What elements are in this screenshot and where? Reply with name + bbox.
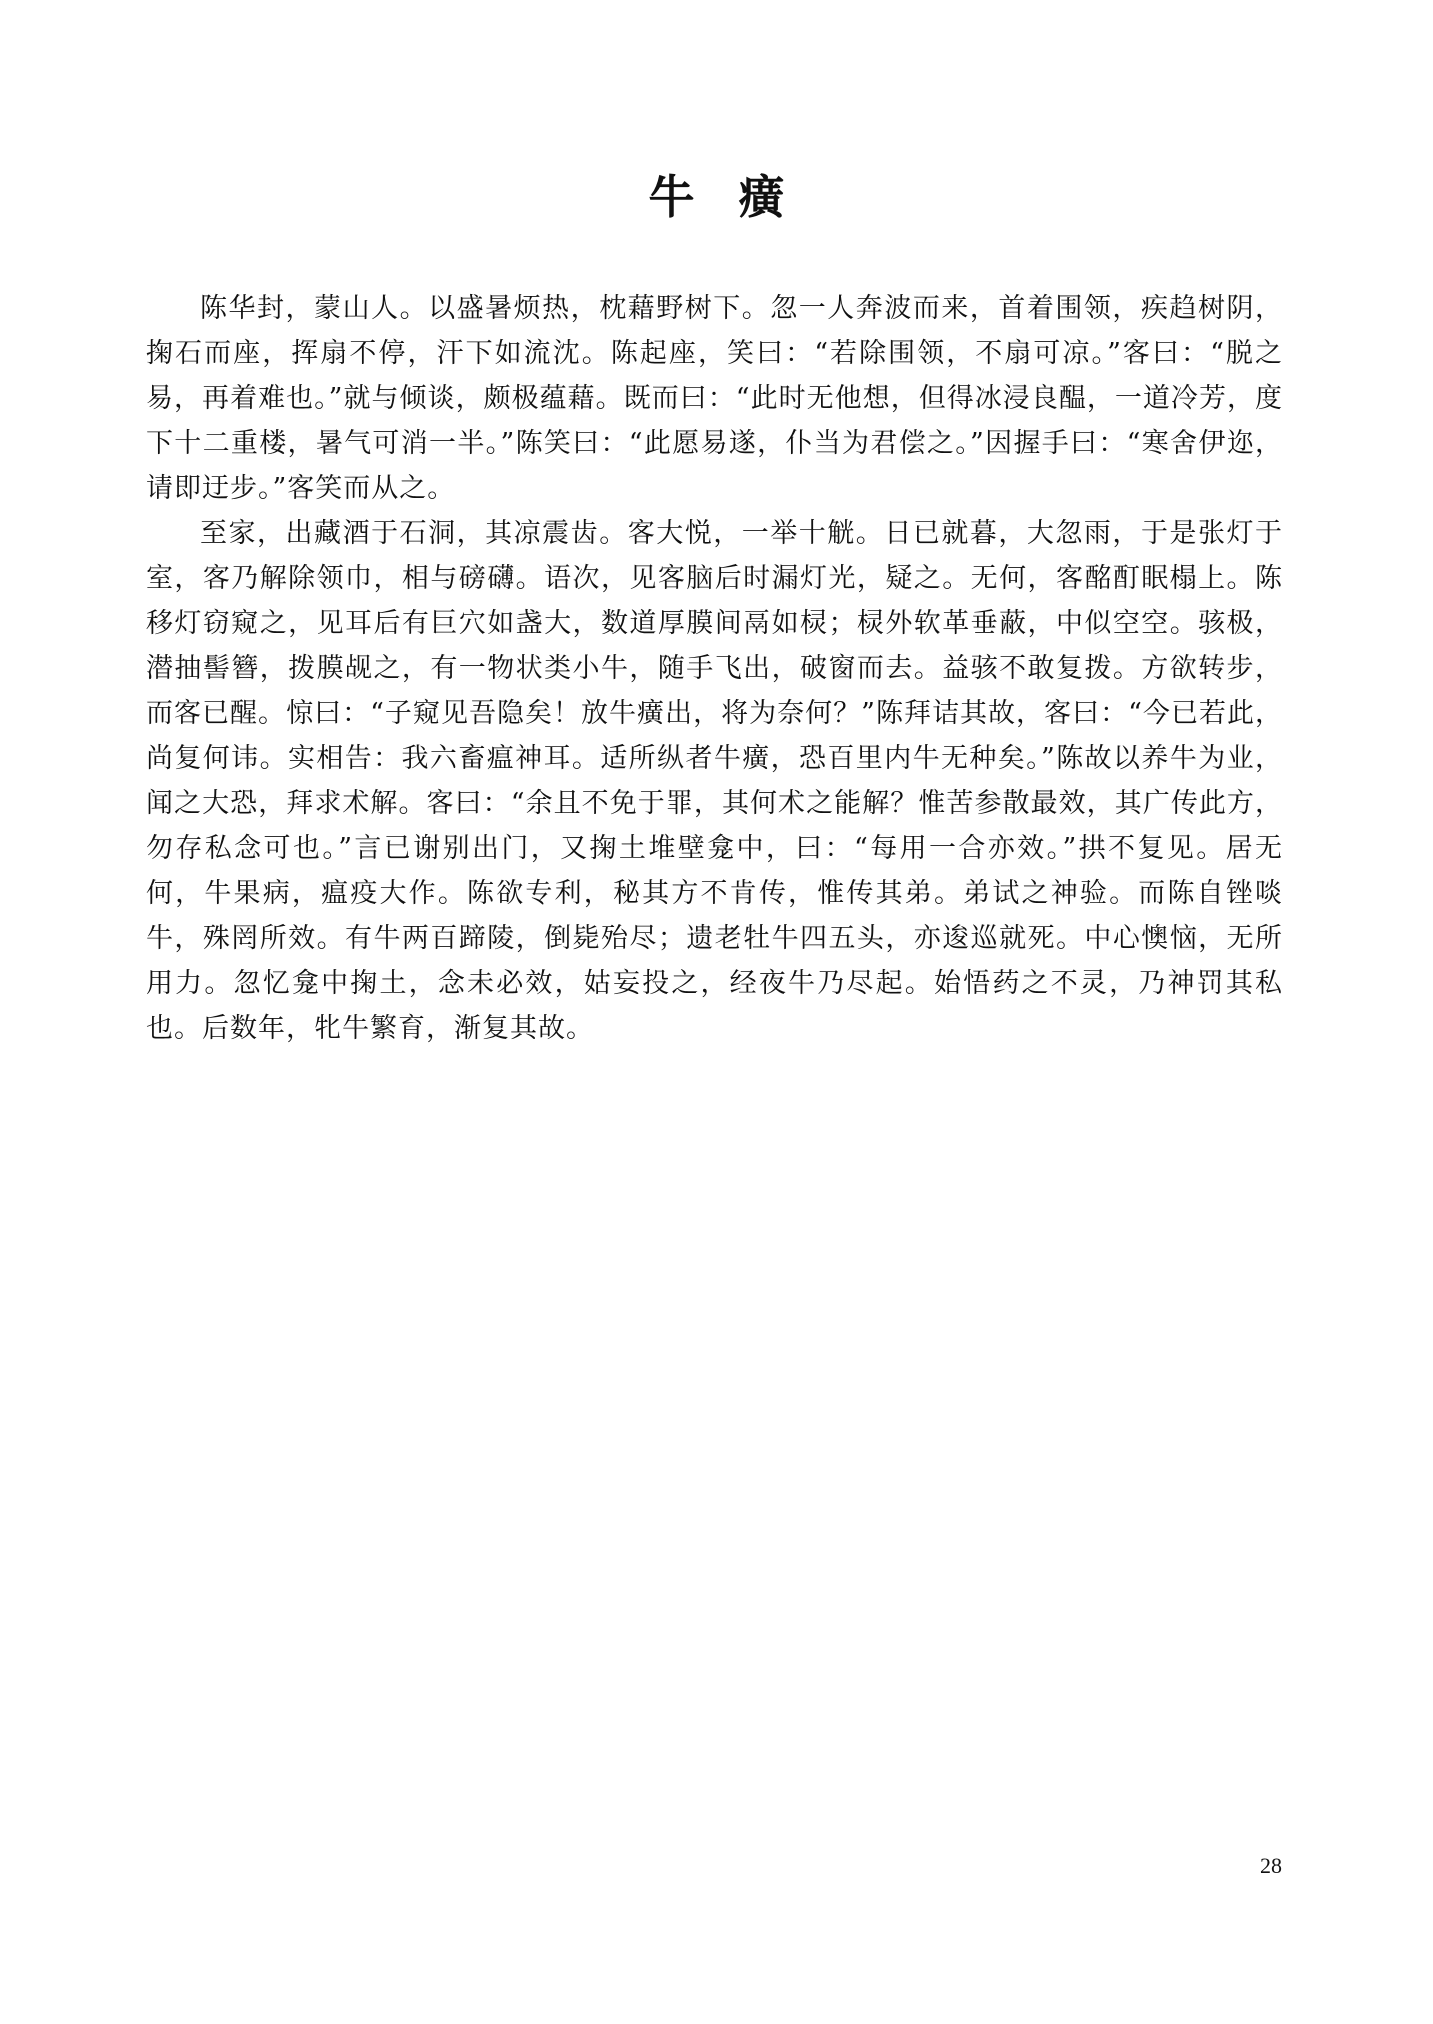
title-char-2: 癀 — [738, 170, 785, 224]
body-text — [146, 286, 1283, 1051]
page-title — [0, 170, 1433, 225]
page-number: 28 — [1260, 1853, 1282, 1878]
paragraph-1: 陈华封，蒙山人。以盛暑烦热，枕藉野树下。忽一人奔波而来，首着围领，疾趋树阴，掬石而座，挥扇不停，汗下如流沈。陈起座，笑曰：“若除围领，不扇可凉。”客曰：“脱之易，再着难也。”就与倾谈，颇极蕴藉。既而曰：“此时无他想，但得冰浸良醖，一道冷芳，度下十二重楼，暑气可消一半。”陈笑曰：“此愿易遂，仆当为君偿之。”因握手曰：“寒舍伊迩，请即迂步。”客笑而从之。 — [146, 293, 1283, 504]
title-char-1: 牛 — [648, 170, 695, 224]
paragraph-2: 至家，出藏酒于石洞，其凉震齿。客大悦，一举十觥。日已就暮，大忽雨，于是张灯于室，客乃解除领巾，相与磅礴。语次，见客脑后时漏灯光，疑之。无何，客酩酊眠榻上。陈移灯窃窥之，见耳后有巨穴如盏大，数道厚膜间鬲如棂；棂外软革垂蔽，中似空空。骇极，潜抽髻簪，拨膜觇之，有一物状类小牛，随手飞出，破窗而去。益骇不敢复拨。方欲转步，而客已醒。惊曰：“子窥见吾隐矣！放牛癀出，将为奈何？”陈拜诘其故，客曰：“今已若此，尚复何讳。实相告：我六畜瘟神耳。适所纵者牛癀，恐百里内牛无种矣。”陈故以养牛为业，闻之大恐，拜求术解。客曰：“余且不免于罪，其何术之能解？惟苦参散最效，其广传此方，勿存私念可也。”言已谢别出门，又掬土堆壁龛中，曰：“每用一合亦效。”拱不复见。居无何，牛果病，瘟疫大作。陈欲专利，秘其方不肯传，惟传其弟。弟试之神验。而陈自锉啖牛，殊罔所效。有牛两百蹄陵，倒毙殆尽；遗老牡牛四五头，亦逡巡就死。中心懊恼，无所用力。忽忆龛中掬土，念未必效，姑妄投之，经夜牛乃尽起。始悟药之不灵，乃神罚其私也。后数年，牝牛繁育，渐复其故。 — [146, 518, 1283, 1044]
